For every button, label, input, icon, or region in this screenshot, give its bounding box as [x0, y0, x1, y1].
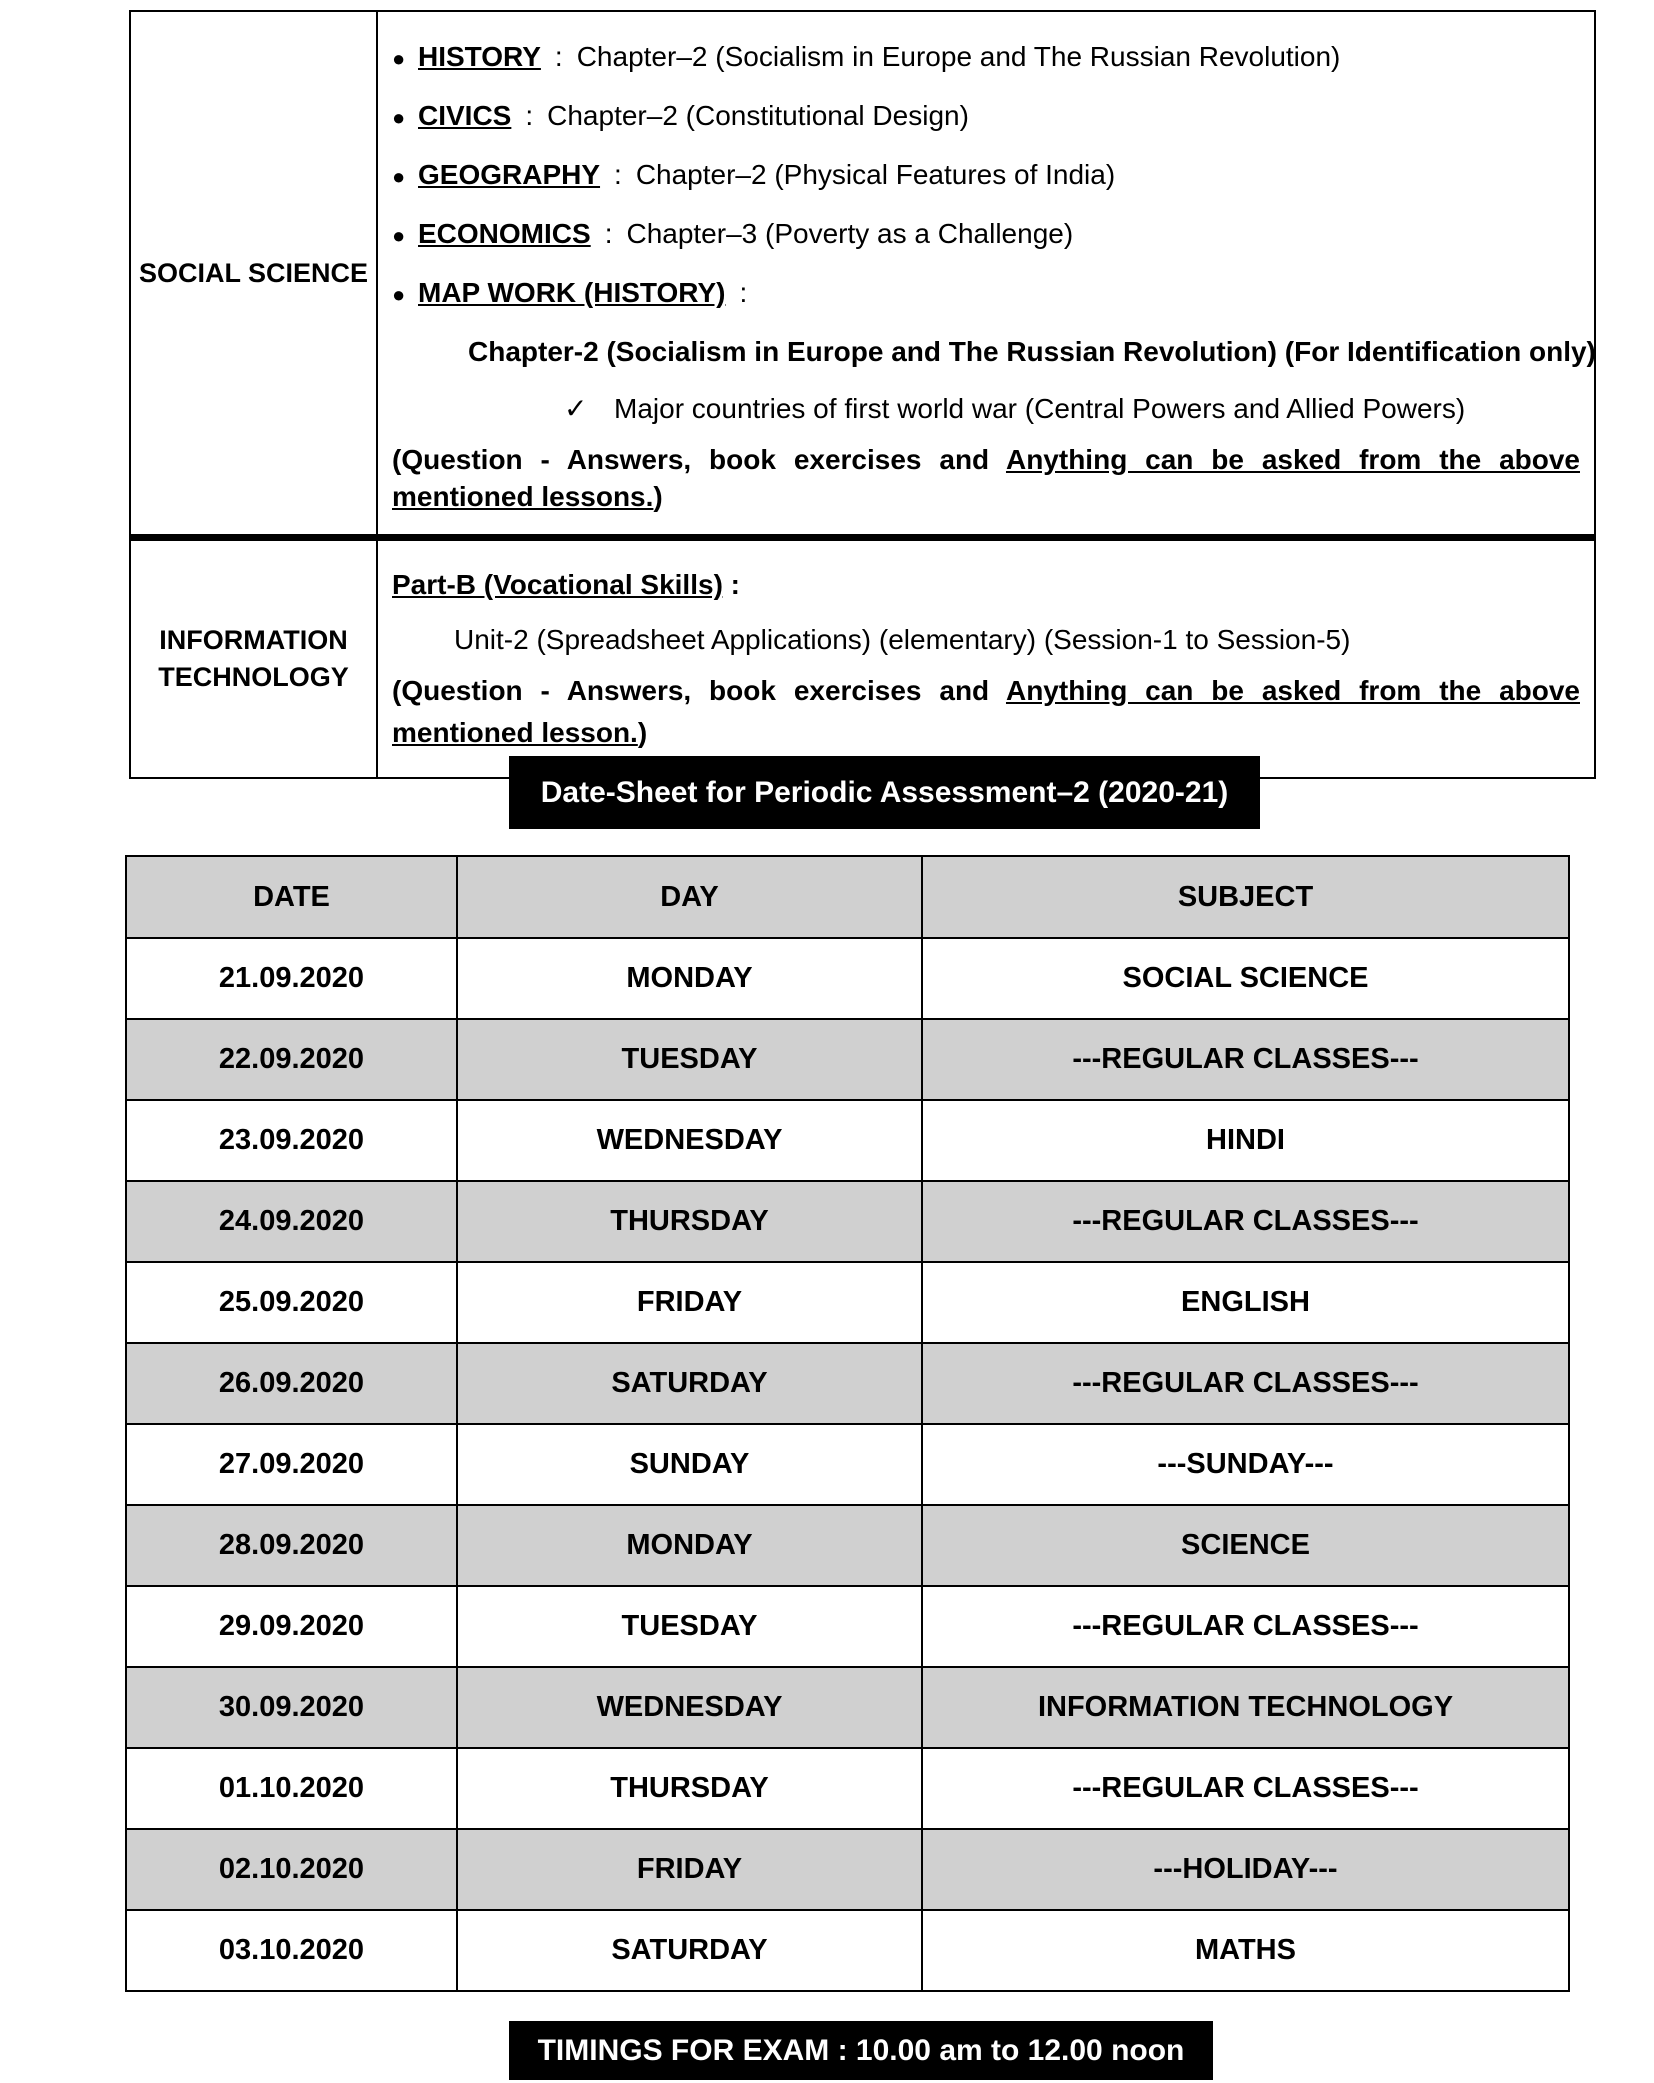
note-suffix: ): [637, 717, 648, 748]
cell-date: 24.09.2020: [126, 1181, 457, 1262]
table-row: [126, 1910, 1569, 1991]
table-row: [126, 1748, 1569, 1829]
topic-separator: :: [614, 158, 622, 190]
cell-date: 02.10.2020: [126, 1829, 457, 1910]
table-row: [126, 938, 1569, 1019]
table-row: [126, 1343, 1569, 1424]
table-row: [126, 1100, 1569, 1181]
subject-label-line-2: TECHNOLOGY: [158, 662, 349, 692]
cell-subject: INFORMATION TECHNOLOGY: [922, 1667, 1569, 1748]
check-item-text: Major countries of first world war (Central Powers and Allied Powers): [614, 392, 1466, 424]
topic-separator: :: [525, 99, 534, 131]
cell-date: 01.10.2020: [126, 1748, 457, 1829]
check-item: [392, 380, 1580, 437]
table-row: [126, 1019, 1569, 1100]
part-b-separator: :: [730, 569, 740, 600]
subject-label-text: SOCIAL SCIENCE: [138, 257, 369, 288]
note-suffix: ): [653, 480, 663, 512]
topic-detail: Chapter–2 (Physical Features of India): [635, 158, 1116, 190]
topic-name: HISTORY: [418, 40, 541, 72]
cell-date: 27.09.2020: [126, 1424, 457, 1505]
cell-day: WEDNESDAY: [457, 1100, 922, 1181]
cell-day: WEDNESDAY: [457, 1667, 922, 1748]
bullet-icon: ●: [392, 45, 406, 71]
table-row: [126, 1262, 1569, 1343]
bullet-icon: ●: [392, 281, 406, 307]
topic-detail: Chapter–2 (Constitutional Design): [547, 99, 969, 131]
syllabus-row-social-science: [130, 11, 1595, 538]
cell-subject: ENGLISH: [922, 1262, 1569, 1343]
subject-label: [130, 538, 377, 779]
cell-subject: ---REGULAR CLASSES---: [922, 1343, 1569, 1424]
cell-date: 23.09.2020: [126, 1100, 457, 1181]
cell-date: 25.09.2020: [126, 1262, 457, 1343]
table-row: [126, 1181, 1569, 1262]
cell-date: 28.09.2020: [126, 1505, 457, 1586]
cell-subject: ---REGULAR CLASSES---: [922, 1748, 1569, 1829]
unit-detail: Unit-2 (Spreadsheet Applications) (elementary) (Session-1 to Session-5): [454, 624, 1351, 655]
bullet-icon: ●: [392, 222, 406, 248]
cell-date: 26.09.2020: [126, 1343, 457, 1424]
table-header-row: [126, 856, 1569, 938]
bullet-icon: ●: [392, 163, 406, 189]
topic-detail: Chapter–3 (Poverty as a Challenge): [626, 217, 1074, 249]
column-header-day: DAY: [457, 856, 922, 938]
table-row: [126, 1667, 1569, 1748]
note-underlined: Anything can be asked from the above mentioned lesson.: [392, 675, 1580, 748]
datesheet-title: Date-Sheet for Periodic Assessment–2 (2020-21): [509, 756, 1260, 829]
cell-day: THURSDAY: [457, 1748, 922, 1829]
subject-label: [130, 11, 377, 538]
checkmark-icon: ✓: [564, 392, 588, 424]
topic-name: ECONOMICS: [418, 217, 591, 249]
topic-separator: :: [554, 40, 563, 72]
cell-day: SATURDAY: [457, 1910, 922, 1991]
topic-name: MAP WORK (HISTORY): [418, 276, 726, 308]
cell-day: THURSDAY: [457, 1181, 922, 1262]
cell-date: 03.10.2020: [126, 1910, 457, 1991]
note-prefix: (Question - Answers, book exercises and: [392, 443, 1006, 475]
topic-item: [392, 28, 1580, 87]
datesheet-table: [125, 855, 1570, 1992]
topic-detail: Chapter–2 (Socialism in Europe and The Russian Revolution): [576, 40, 1341, 72]
cell-subject: SOCIAL SCIENCE: [922, 938, 1569, 1019]
cell-subject: MATHS: [922, 1910, 1569, 1991]
syllabus-note: [392, 441, 1580, 515]
cell-subject: ---SUNDAY---: [922, 1424, 1569, 1505]
topic-list: [392, 28, 1580, 323]
topic-name: GEOGRAPHY: [418, 158, 601, 190]
syllabus-table: [129, 10, 1596, 779]
cell-day: MONDAY: [457, 1505, 922, 1586]
syllabus-row-information-technology: [130, 538, 1595, 779]
note-underlined: Anything can be asked from the above mentioned lessons.: [392, 443, 1580, 512]
bullet-icon: ●: [392, 104, 406, 130]
cell-day: TUESDAY: [457, 1586, 922, 1667]
cell-date: 30.09.2020: [126, 1667, 457, 1748]
table-row: [126, 1586, 1569, 1667]
cell-subject: HINDI: [922, 1100, 1569, 1181]
cell-day: MONDAY: [457, 938, 922, 1019]
table-row: [126, 1505, 1569, 1586]
syllabus-content: [377, 11, 1595, 538]
cell-date: 21.09.2020: [126, 938, 457, 1019]
cell-day: FRIDAY: [457, 1829, 922, 1910]
exam-timings: TIMINGS FOR EXAM : 10.00 am to 12.00 noon: [509, 2021, 1213, 2080]
topic-item: [392, 264, 1580, 323]
cell-subject: SCIENCE: [922, 1505, 1569, 1586]
topic-separator: :: [604, 217, 613, 249]
note-prefix: (Question - Answers, book exercises and: [392, 675, 1006, 706]
cell-subject: ---REGULAR CLASSES---: [922, 1586, 1569, 1667]
cell-subject: ---REGULAR CLASSES---: [922, 1181, 1569, 1262]
syllabus-content: [377, 538, 1595, 779]
topic-item: [392, 205, 1580, 264]
table-row: [126, 1829, 1569, 1910]
cell-date: 29.09.2020: [126, 1586, 457, 1667]
topic-item: [392, 146, 1580, 205]
topic-name: CIVICS: [418, 99, 512, 131]
cell-subject: ---HOLIDAY---: [922, 1829, 1569, 1910]
cell-day: FRIDAY: [457, 1262, 922, 1343]
subject-label-line-1: INFORMATION: [159, 625, 348, 655]
cell-subject: ---REGULAR CLASSES---: [922, 1019, 1569, 1100]
cell-day: TUESDAY: [457, 1019, 922, 1100]
cell-day: SATURDAY: [457, 1343, 922, 1424]
topic-item: [392, 87, 1580, 146]
column-header-subject: SUBJECT: [922, 856, 1569, 938]
cell-day: SUNDAY: [457, 1424, 922, 1505]
part-b-label: Part-B (Vocational Skills): [392, 569, 723, 600]
cell-date: 22.09.2020: [126, 1019, 457, 1100]
part-b-heading: [392, 560, 1580, 610]
table-row: [126, 1424, 1569, 1505]
syllabus-note: [392, 670, 1580, 754]
map-work-detail: Chapter-2 (Socialism in Europe and The Russian Revolution) (For Identification only): [468, 335, 1596, 367]
column-header-date: DATE: [126, 856, 457, 938]
topic-separator: :: [739, 276, 748, 308]
